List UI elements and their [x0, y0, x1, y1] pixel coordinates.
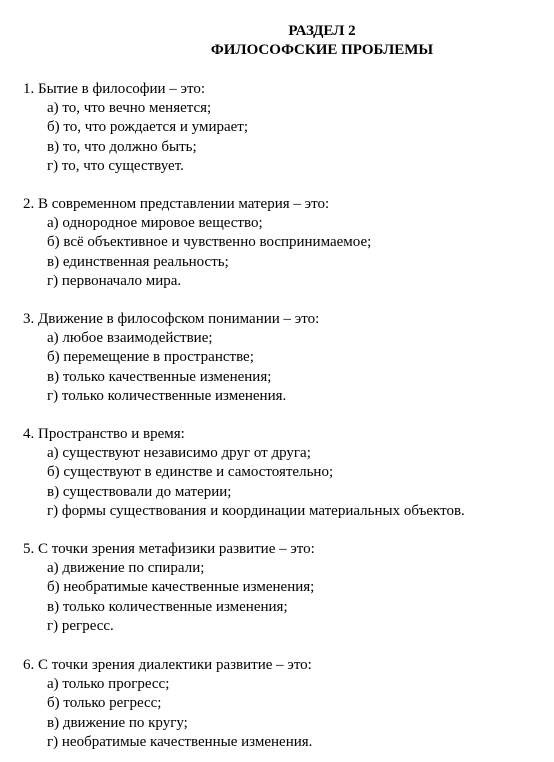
- question-title: 3. Движение в философском понимании – это:: [23, 311, 320, 327]
- answer-option-v: в) то, что должно быть;: [47, 138, 197, 155]
- question-2: [23, 195, 543, 291]
- answer-option-b: б) только регресс;: [47, 695, 162, 712]
- question-6: [23, 656, 543, 752]
- answer-option-v: в) только качественные изменения;: [47, 368, 272, 385]
- answer-option-g: г) то, что существует.: [47, 157, 184, 174]
- answer-option-v: в) единственная реальность;: [47, 253, 229, 270]
- answer-option-a: а) однородное мировое вещество;: [47, 215, 263, 232]
- question-title: 6. С точки зрения диалектики развитие – это:: [23, 657, 312, 673]
- question-title: 1. Бытие в философии – это:: [23, 81, 206, 97]
- answer-option-v: в) существовали до материи;: [47, 483, 232, 500]
- section-title: ФИЛОСОФСКИЕ ПРОБЛЕМЫ: [210, 42, 434, 58]
- answer-option-a: а) существуют независимо друг от друга;: [47, 445, 311, 462]
- answer-option-g: г) регресс.: [47, 617, 114, 634]
- answer-option-v: в) только количественные изменения;: [47, 598, 288, 615]
- question-title: 5. С точки зрения метафизики развитие – это:: [23, 541, 315, 557]
- answer-option-b: б) то, что рождается и умирает;: [47, 119, 249, 136]
- question-3: [23, 310, 543, 406]
- answer-option-b: б) необратимые качественные изменения;: [47, 579, 315, 596]
- section-number: РАЗДЕЛ 2: [288, 23, 356, 39]
- answer-option-g: г) первоначало мира.: [47, 272, 182, 289]
- question-title: 4. Пространство и время:: [23, 426, 185, 442]
- answer-option-g: г) формы существования и координации материальных объектов.: [47, 502, 465, 519]
- answer-option-v: в) движение по кругу;: [47, 714, 188, 731]
- section-header: [0, 22, 554, 60]
- answer-option-g: г) только количественные изменения.: [47, 387, 287, 404]
- question-1: [23, 80, 543, 176]
- answer-option-b: б) перемещение в пространстве;: [47, 349, 254, 366]
- answer-option-a: а) любое взаимодействие;: [47, 330, 213, 347]
- question-title: 2. В современном представлении материя – это:: [23, 196, 330, 212]
- answer-option-b: б) всё объективное и чувственно воспринимаемое;: [47, 234, 372, 251]
- answer-option-b: б) существуют в единстве и самостоятельно;: [47, 464, 334, 481]
- question-4: [23, 425, 543, 521]
- question-5: [23, 540, 543, 636]
- answer-option-a: а) то, что вечно меняется;: [47, 100, 212, 117]
- answer-option-a: а) только прогресс;: [47, 676, 170, 693]
- answer-option-g: г) необратимые качественные изменения.: [47, 733, 313, 750]
- answer-option-a: а) движение по спирали;: [47, 560, 205, 577]
